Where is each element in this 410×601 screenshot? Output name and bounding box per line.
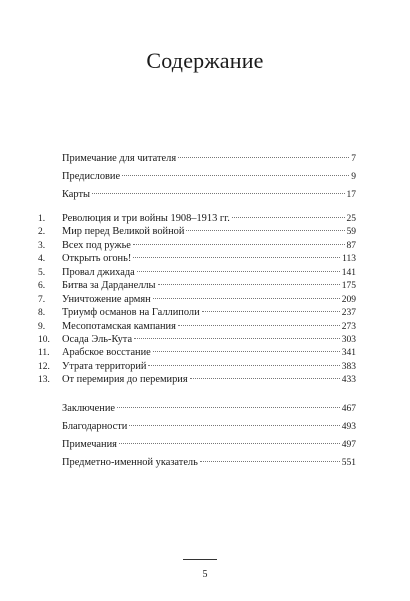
chapter-page: 383 (341, 361, 356, 372)
chapter-title: Утрата территорий (62, 360, 147, 372)
page-number: 5 (202, 569, 208, 580)
toc-entry-label: Благодарности (62, 420, 128, 432)
chapter-title: Месопотамская кампания (62, 320, 176, 332)
leader-dots (148, 365, 339, 366)
leader-dots (122, 175, 349, 176)
leader-dots (178, 325, 340, 326)
toc-entry-label: Примечание для читателя (62, 153, 177, 164)
toc-entry-label: Примечания (62, 438, 117, 450)
leader-dots (133, 244, 345, 245)
toc-entry-label: Предисловие (62, 170, 121, 182)
leader-dots (92, 193, 345, 194)
toc-chapter[interactable] (38, 280, 356, 293)
chapter-page: 175 (341, 281, 356, 292)
chapter-title: Уничтожение армян (62, 293, 151, 305)
toc-entry-page: 497 (341, 439, 356, 450)
chapter-number: 12. (38, 361, 50, 372)
leader-dots (129, 425, 339, 426)
toc-chapter[interactable] (38, 307, 356, 320)
chapter-title: От перемирия до перемирия (62, 374, 188, 386)
toc-chapter[interactable] (38, 213, 356, 226)
chapter-page: 25 (346, 214, 356, 224)
toc-chapter[interactable] (38, 226, 356, 239)
leader-dots (133, 257, 340, 258)
leader-dots (117, 407, 340, 408)
chapter-title: Арабское восстание (62, 347, 151, 359)
leader-dots (158, 284, 340, 285)
toc-entry-label: Заключение (62, 403, 115, 414)
toc-chapters (38, 213, 356, 388)
leader-dots (200, 461, 340, 462)
chapter-title: Открыть огонь! (62, 253, 132, 265)
toc-entry-page: 551 (341, 457, 356, 468)
toc-chapter[interactable] (38, 321, 356, 334)
toc-chapter[interactable] (38, 240, 356, 253)
chapter-title: Триумф османов на Галлиполи (62, 307, 200, 319)
chapter-title: Всех под ружье (62, 239, 131, 251)
chapter-page: 273 (341, 321, 356, 332)
chapter-title: Осада Эль-Кута (62, 333, 133, 345)
chapter-page: 341 (341, 348, 356, 359)
toc-chapter[interactable] (38, 253, 356, 266)
chapter-page: 59 (346, 227, 356, 238)
chapter-number: 13. (38, 375, 50, 386)
chapter-title: Провал джихада (62, 266, 135, 278)
chapter-number: 9. (38, 321, 46, 332)
leader-dots (178, 157, 349, 158)
toc-chapter[interactable] (38, 347, 356, 360)
leader-dots (134, 338, 340, 339)
chapter-page: 87 (346, 240, 356, 251)
chapter-page: 433 (341, 375, 356, 386)
toc-entry-page: 9 (351, 171, 356, 182)
chapter-page: 303 (341, 334, 356, 345)
toc-entry[interactable] (38, 403, 356, 416)
footer-divider (183, 559, 217, 560)
toc-entry[interactable] (38, 153, 356, 166)
chapter-number: 10. (38, 334, 50, 345)
toc-entry-page: 467 (341, 404, 356, 414)
chapter-number: 1. (38, 214, 46, 224)
toc-back-matter (38, 403, 356, 475)
toc-chapter[interactable] (38, 267, 356, 280)
leader-dots (186, 230, 344, 231)
toc-entry-label: Предметно-именной указатель (62, 456, 198, 468)
toc-entry[interactable] (38, 457, 356, 470)
chapter-number: 8. (38, 308, 46, 319)
chapter-number: 5. (38, 267, 46, 278)
toc-chapter[interactable] (38, 374, 356, 387)
toc-front-matter (38, 153, 356, 207)
leader-dots (137, 271, 340, 272)
chapter-page: 113 (342, 254, 356, 265)
toc-entry[interactable] (38, 171, 356, 184)
chapter-number: 4. (38, 254, 46, 265)
chapter-number: 7. (38, 294, 46, 305)
chapter-title: Битва за Дарданеллы (62, 280, 156, 292)
toc-chapter[interactable] (38, 294, 356, 307)
toc-entry[interactable] (38, 439, 356, 452)
toc-entry-label: Карты (62, 188, 90, 200)
chapter-number: 11. (38, 348, 50, 359)
chapter-page: 141 (341, 267, 356, 278)
leader-dots (232, 217, 345, 218)
toc-entry-page: 493 (341, 421, 356, 432)
chapter-title: Революция и три войны 1908–1913 гг. (62, 213, 230, 224)
leader-dots (119, 443, 340, 444)
leader-dots (190, 378, 340, 379)
toc-entry-page: 7 (351, 154, 356, 164)
chapter-page: 237 (341, 308, 356, 319)
chapter-title: Мир перед Великой войной (62, 226, 185, 238)
toc-entry-page: 17 (346, 189, 356, 200)
toc-entry[interactable] (38, 189, 356, 202)
leader-dots (202, 311, 340, 312)
chapter-number: 6. (38, 281, 46, 292)
leader-dots (153, 351, 340, 352)
chapter-number: 3. (38, 240, 46, 251)
chapter-number: 2. (38, 227, 46, 238)
chapter-page: 209 (341, 294, 356, 305)
toc-entry[interactable] (38, 421, 356, 434)
page-title: Содержание (146, 48, 264, 73)
toc-chapter[interactable] (38, 361, 356, 374)
leader-dots (153, 298, 340, 299)
toc-chapter[interactable] (38, 334, 356, 347)
